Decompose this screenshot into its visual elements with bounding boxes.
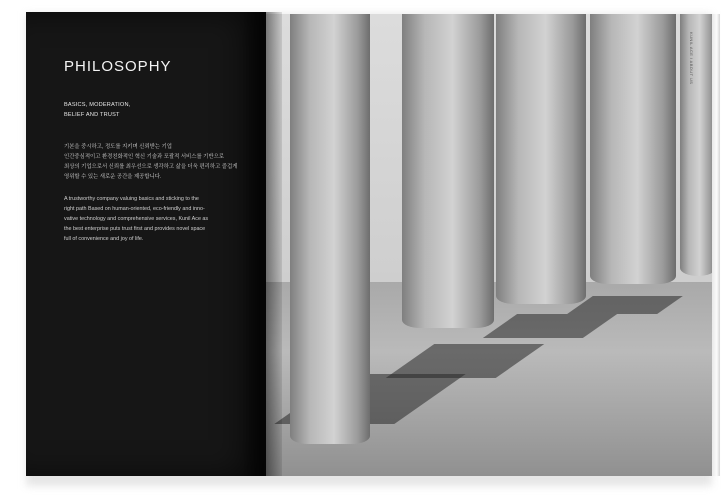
english-paragraph [64, 194, 254, 244]
side-running-text: KUNIL ACE / ABOUT US [689, 32, 694, 85]
subtitle-line: BELIEF AND TRUST [64, 112, 120, 118]
right-page-photo [250, 14, 720, 476]
english-line: vative technology and comprehensive services, Kunil Ace as [64, 216, 209, 222]
english-line: right path Based on human-oriented, eco-friendly and inno- [64, 206, 205, 212]
korean-line: 인간중심적이고 환경친화적인 혁신 기술과 포괄적 서비스를 기반으로 [64, 154, 224, 160]
column-2 [402, 14, 494, 328]
korean-line: 최상의 기업으로서 신뢰를 최우선으로 생각하고 삶을 더욱 편리하고 즐겁게 [64, 164, 238, 170]
column-5 [680, 14, 716, 276]
page-edge [712, 14, 720, 476]
page-title: PHILOSOPHY [64, 58, 172, 75]
spine-gutter [242, 12, 282, 476]
korean-paragraph [64, 142, 254, 182]
korean-line: 영위할 수 있는 새로운 공간을 제공합니다. [64, 174, 162, 180]
english-line: the best enterprise puts trust first and provides novel space [64, 226, 206, 232]
column-4 [590, 14, 676, 284]
left-page [26, 12, 266, 476]
brochure-spread [20, 8, 706, 484]
korean-line: 기본을 중시하고, 정도를 지키며 신뢰받는 기업 [64, 144, 172, 150]
column-3 [496, 14, 586, 304]
column-1 [290, 14, 370, 444]
english-line: A trustworthy company valuing basics and sticking to the [64, 196, 199, 202]
subtitle-line: BASICS, MODERATION, [64, 102, 131, 108]
subtitle [64, 100, 244, 120]
english-line: full of convenience and joy of life. [64, 236, 144, 242]
